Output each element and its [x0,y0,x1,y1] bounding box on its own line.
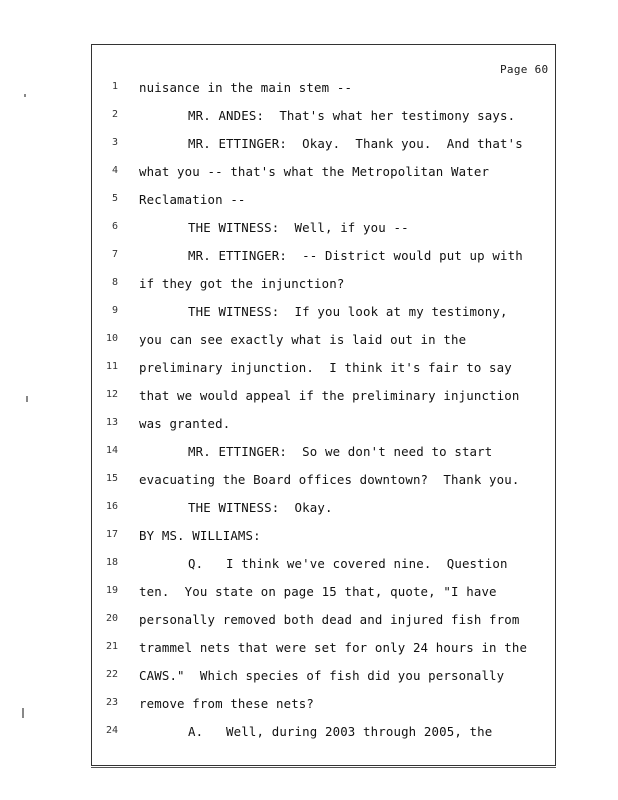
transcript-line [96,722,552,750]
transcript-line [96,414,552,442]
line-number: 11 [105,361,118,372]
transcript-line [96,386,552,414]
line-text: if they got the injunction? [139,276,345,291]
bottom-rule [91,767,556,768]
transcript-line [96,442,552,470]
line-text: evacuating the Board offices downtown? Thank you. [139,472,520,487]
line-text: MR. ETTINGER: -- District would put up with [188,248,523,263]
line-number: 4 [111,165,118,176]
scan-speck [24,94,26,97]
line-text: trammel nets that were set for only 24 hours in the [139,640,528,655]
line-text: MR. ETTINGER: Okay. Thank you. And that's [188,136,523,151]
transcript-body [96,78,552,750]
line-text: MR. ANDES: That's what her testimony says. [188,108,516,123]
line-number: 14 [105,445,118,456]
transcript-line [96,554,552,582]
line-text: remove from these nets? [139,696,315,711]
transcript-line [96,582,552,610]
line-text: was granted. [139,416,231,431]
line-text: MR. ETTINGER: So we don't need to start [188,444,493,459]
line-number: 20 [105,613,118,624]
line-text: BY MS. WILLIAMS: [139,528,261,543]
line-text: nuisance in the main stem -- [139,80,353,95]
line-text: THE WITNESS: If you look at my testimony, [188,304,508,319]
transcript-line [96,470,552,498]
transcript-line [96,302,552,330]
line-number: 21 [105,641,118,652]
line-number: 6 [111,221,118,232]
line-text: THE WITNESS: Okay. [188,500,333,515]
line-number: 17 [105,529,118,540]
page-number: Page 60 [500,63,549,76]
line-number: 16 [105,501,118,512]
line-number: 7 [111,249,118,260]
line-number: 2 [111,109,118,120]
transcript-line [96,106,552,134]
line-text: preliminary injunction. I think it's fair to say [139,360,512,375]
line-number: 24 [105,725,118,736]
line-text: personally removed both dead and injured fish from [139,612,520,627]
line-text: ten. You state on page 15 that, quote, "I have [139,584,497,599]
transcript-line [96,694,552,722]
line-number: 5 [111,193,118,204]
line-text: you can see exactly what is laid out in the [139,332,467,347]
line-text: what you -- that's what the Metropolitan Water [139,164,490,179]
scan-speck [22,708,24,718]
transcript-line [96,526,552,554]
line-number: 1 [111,81,118,92]
transcript-line [96,498,552,526]
transcript-line [96,78,552,106]
line-number: 22 [105,669,118,680]
line-text: Q. I think we've covered nine. Question [188,556,508,571]
transcript-line [96,330,552,358]
scan-speck [26,396,28,402]
line-text: A. Well, during 2003 through 2005, the [188,724,493,739]
line-number: 23 [105,697,118,708]
transcript-line [96,666,552,694]
transcript-line [96,162,552,190]
line-number: 15 [105,473,118,484]
transcript-line [96,610,552,638]
line-number: 9 [111,305,118,316]
line-text: that we would appeal if the preliminary injunction [139,388,520,403]
line-number: 19 [105,585,118,596]
line-text: Reclamation -- [139,192,246,207]
transcript-line [96,190,552,218]
transcript-line [96,246,552,274]
line-text: CAWS." Which species of fish did you personally [139,668,505,683]
line-number: 18 [105,557,118,568]
transcript-line [96,358,552,386]
line-number: 3 [111,137,118,148]
line-text: THE WITNESS: Well, if you -- [188,220,409,235]
transcript-line [96,218,552,246]
transcript-line [96,134,552,162]
line-number: 8 [111,277,118,288]
transcript-line [96,638,552,666]
line-number: 12 [105,389,118,400]
transcript-line [96,274,552,302]
line-number: 13 [105,417,118,428]
line-number: 10 [105,333,118,344]
